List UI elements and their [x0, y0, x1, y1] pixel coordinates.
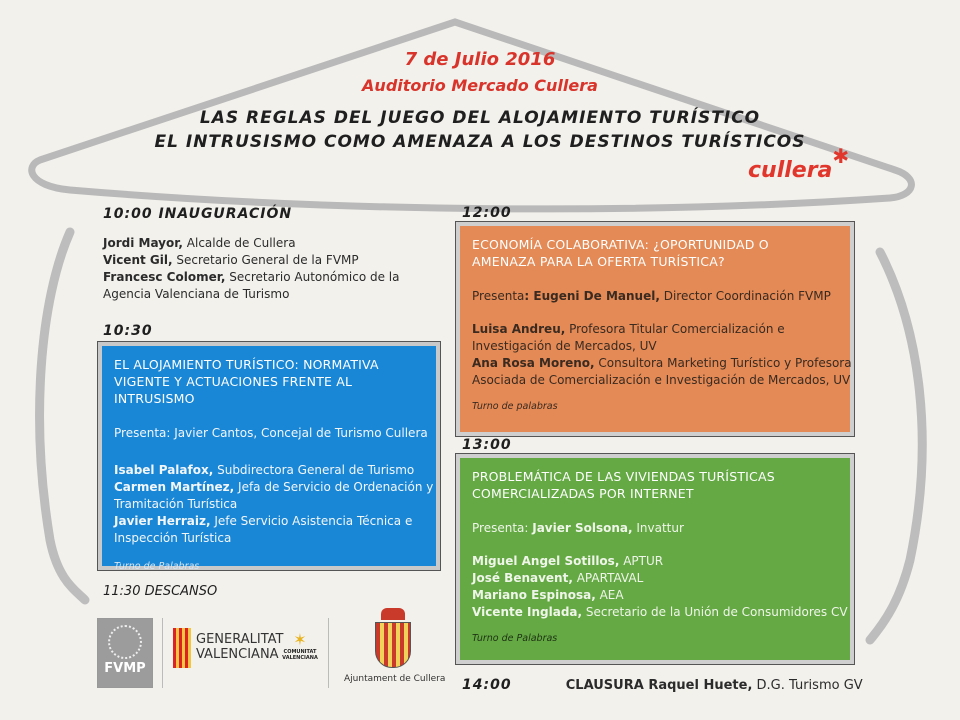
speaker-line: Vicent Gil, Secretario General de la FVMP	[103, 253, 359, 267]
session3-title: PROBLEMÁTICA DE LAS VIVIENDAS TURÍSTICAS COMERCIALIZADAS POR INTERNET	[472, 469, 775, 501]
closing	[462, 674, 863, 693]
session2-presenter: Presenta: Eugeni De Manuel, Director Coordinación FVMP	[472, 289, 831, 303]
break-label: 11:30 DESCANSO	[103, 584, 218, 599]
closing-label: CLAUSURA Raquel Huete,	[565, 678, 753, 693]
session3-speakers: Miguel Angel Sotillos, APTUR José Benavent, APARTAVAL Mariano Espinosa, AEA Vicente Inglada, Secretario de la Unión de Consumidores CV	[472, 554, 848, 619]
title-line-2: EL INTRUSISMO COMO AMENAZA A LOS DESTINOS TURÍSTICOS	[154, 132, 806, 152]
fvmp-emblem-icon	[108, 625, 142, 659]
ajuntament-crest-icon	[373, 608, 413, 670]
star-icon: ✱	[832, 144, 850, 168]
opening-speakers	[103, 235, 399, 303]
session2-box	[456, 222, 854, 436]
opening-time: 10:00 INAUGURACIÓN	[103, 206, 293, 222]
title-line-1: LAS REGLAS DEL JUEGO DEL ALOJAMIENTO TURÍSTICO	[199, 108, 761, 128]
comunitat-logo: ✶ COMUNITAT VALENCIANA	[280, 630, 320, 661]
session1-footer: Turno de Palabras	[114, 561, 200, 572]
event-venue: Auditorio Mercado Cullera	[362, 76, 598, 95]
session3-footer: Turno de Palabras	[472, 633, 558, 644]
session3-time: 13:00	[462, 437, 512, 453]
session3-presenter: Presenta: Javier Solsona, Invattur	[472, 521, 684, 535]
session2-title: ECONOMÍA COLABORATIVA: ¿OPORTUNIDAD O AMENAZA PARA LA OFERTA TURÍSTICA?	[472, 237, 769, 269]
fvmp-logo-text: FVMP	[104, 661, 146, 676]
session1-box	[98, 342, 440, 570]
generalitat-logo: GENERALITAT VALENCIANA	[196, 632, 284, 662]
session2-speakers: Luisa Andreu, Profesora Titular Comercialización e Investigación de Mercados, UV Ana Rosa Moreno, Consultora Marketing Turístico y Profesora Asociada de Comercialización e Investigación de Mercados, UV	[472, 322, 852, 387]
comunitat-icon: ✶	[293, 630, 307, 649]
divider	[162, 618, 163, 688]
session1-title: EL ALOJAMIENTO TURÍSTICO: NORMATIVA VIGENTE Y ACTUACIONES FRENTE AL INTRUSISMO	[114, 357, 379, 406]
ajuntament-logo-text: Ajuntament de Cullera	[344, 674, 446, 684]
closing-role: D.G. Turismo GV	[752, 678, 863, 693]
closing-time: 14:00	[462, 677, 512, 693]
speaker-line: Agencia Valenciana de Turismo	[103, 287, 290, 301]
speaker-line: Jordi Mayor, Alcalde de Cullera	[103, 236, 296, 250]
session1-time: 10:30	[103, 323, 153, 339]
session1-presenter: Presenta: Javier Cantos, Concejal de Turismo Cullera	[114, 426, 428, 440]
speaker-line: Francesc Colomer, Secretario Autonómico de la	[103, 270, 400, 284]
cullera-logo	[748, 144, 850, 183]
session2-footer: Turno de palabras	[472, 401, 558, 412]
session2-time: 12:00	[462, 205, 512, 221]
event-date: 7 de Julio 2016	[404, 49, 556, 70]
divider	[328, 618, 329, 688]
session1-speakers: Isabel Palafox, Subdirectora General de Turismo Carmen Martínez, Jefa de Servicio de Ordenación y Tramitación Turística Javier Herraiz, Jefe Servicio Asistencia Técnica e Inspección Turística	[114, 463, 434, 545]
generalitat-shield-icon	[173, 628, 191, 668]
fvmp-logo	[97, 618, 153, 688]
cullera-logo-text: cullera	[748, 158, 833, 183]
session3-box	[456, 454, 854, 664]
